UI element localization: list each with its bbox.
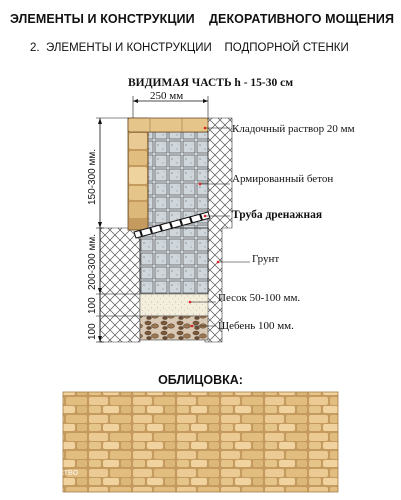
dim-gravel-label: 100 [87,323,98,340]
watermark-line1: Строительство [12,467,79,478]
dim-middle-label: 200-300 мм. [87,233,98,290]
sand-layer [140,294,208,316]
dim-upper-label: 150-300 мм. [87,148,98,205]
label-gravel: Щебень 100 мм. [218,320,294,332]
label-drainage-pipe: Труба дренажная [232,209,323,221]
watermark [12,468,78,488]
label-soil: Грунт [252,253,280,265]
label-concrete: Армированный бетон [232,173,334,185]
header-title-right: ДЕКОРАТИВНОГО МОЩЕНИЯ [209,12,395,26]
label-mortar: Кладочный раствор 20 мм [232,123,355,135]
cap-stone [128,118,208,132]
cladding-title: ОБЛИЦОВКА: [158,373,243,387]
visible-part-label: ВИДИМАЯ ЧАСТЬ h - 15-30 см [128,77,294,89]
concrete-foundation [140,228,208,294]
header-title-left: ЭЛЕМЕНТЫ И КОНСТРУКЦИИ [10,12,195,26]
watermark-line2: Советы [12,477,46,488]
cladding-sample [63,392,338,492]
gravel-layer [140,316,208,340]
cladding-stones [129,133,147,218]
soil-back [205,118,232,342]
dim-sand-label: 100 [87,297,98,314]
label-sand: Песок 50-100 мм. [218,292,301,304]
soil-front [100,228,140,342]
width-dimension [133,90,208,118]
section-title: 2. ЭЛЕМЕНТЫ И КОНСТРУКЦИИ ПОДПОРНОЙ СТЕНКИ [30,42,349,54]
width-dimension-label: 250 мм [150,90,184,102]
